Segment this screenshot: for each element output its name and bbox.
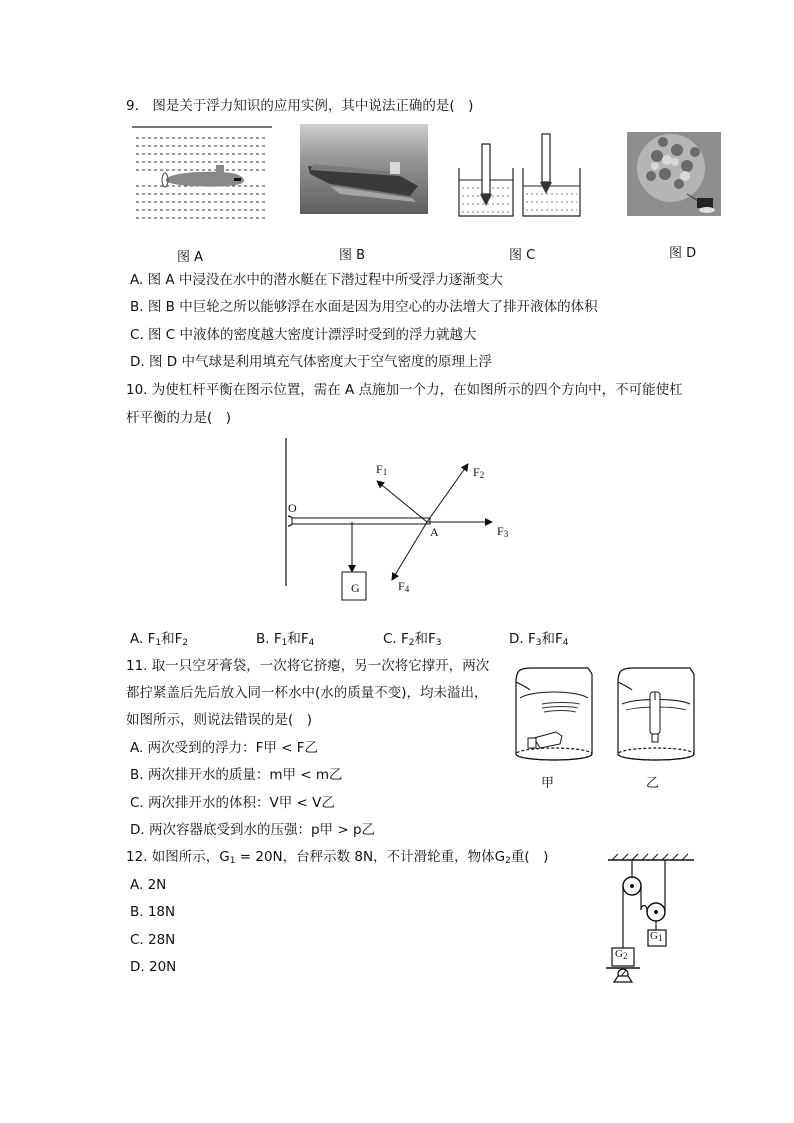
q11-option-b: B. 两次排开水的质量：m甲 < m乙 [130, 767, 343, 783]
q9-option-b: B. 图 B 中巨轮之所以能够浮在水面是因为用空心的办法增大了排开液体的体积 [130, 299, 598, 315]
q12-stem: 12. 如图所示，$G_1 = 20N$，台秤示数 8N，不计滑轮重，物体$G_2$重( ) [126, 849, 549, 866]
q11-stem-line3: 如图所示，则说法错误的是( ) [126, 712, 313, 728]
q10-option-a: A. $F_1$和$F_2$ [130, 631, 189, 648]
q12-option-b: B. 18N [130, 904, 176, 920]
q11-option-a: A. 两次受到的浮力：F甲 < F乙 [130, 740, 319, 756]
q12-option-d: D. 20N [130, 959, 177, 975]
q9-option-a: A. 图 A 中浸没在水中的潜水艇在下潜过程中所受浮力逐渐变大 [130, 272, 503, 288]
label-a: A [430, 525, 439, 539]
figure-a-submarine [132, 124, 272, 220]
label-f3: $F_3$ [497, 524, 509, 539]
q12-option-c: C. 28N [130, 932, 176, 948]
figure-c-hydrometers [456, 130, 586, 220]
q10-option-b: B. $F_1$和$F_4$ [256, 631, 315, 648]
pulley-diagram [600, 852, 700, 988]
label-g2: $G_2$ [615, 948, 628, 961]
q11-caption-yi: 乙 [646, 776, 660, 791]
toothpaste-beakers-diagram [512, 664, 698, 766]
q9-option-d: D. 图 D 中气球是利用填充气体密度大于空气密度的原理上浮 [130, 354, 492, 370]
q11-stem-line2: 都拧紧盖后先后放入同一杯水中(水的质量不变)，均未溢出， [126, 685, 488, 701]
q12-option-a: A. 2N [130, 877, 167, 893]
q11-caption-jia: 甲 [541, 776, 555, 791]
q11-option-d: D. 两次容器底受到水的压强：p甲 > p乙 [130, 822, 376, 838]
q9-option-c: C. 图 C 中液体的密度越大密度计漂浮时受到的浮力就越大 [130, 327, 477, 343]
figure-d-caption: 图 D [669, 246, 697, 261]
q10-option-c: C. $F_2$和$F_3$ [383, 631, 442, 648]
label-o: O [288, 501, 297, 515]
figure-d-balloon-photo [627, 132, 721, 216]
label-g1: $G_1$ [650, 930, 663, 943]
label-g: G [351, 581, 360, 595]
label-f2: $F_2$ [473, 465, 485, 480]
q11-stem-line1: 11. 取一只空牙膏袋，一次将它挤瘪，另一次将它撑开，两次 [126, 658, 490, 674]
q11-option-c: C. 两次排开水的体积：V甲 < V乙 [130, 795, 335, 811]
q9-stem: 9. 图是关于浮力知识的应用实例，其中说法正确的是( ) [126, 98, 474, 114]
q10-option-d: D. $F_3$和$F_4$ [509, 631, 569, 648]
label-f4: $F_4$ [398, 579, 410, 594]
q10-stem-line2: 杆平衡的力是( ) [126, 410, 232, 426]
figure-a-caption: 图 A [177, 250, 204, 265]
figure-c-caption: 图 C [509, 248, 536, 263]
label-f1: $F_1$ [376, 462, 388, 477]
figure-b-ship-photo [300, 124, 428, 214]
q10-stem-line1: 10. 为使杠杆平衡在图示位置，需在 A 点施加一个力，在如图所示的四个方向中，不可能使杠 [126, 382, 683, 398]
figure-b-caption: 图 B [339, 248, 366, 263]
